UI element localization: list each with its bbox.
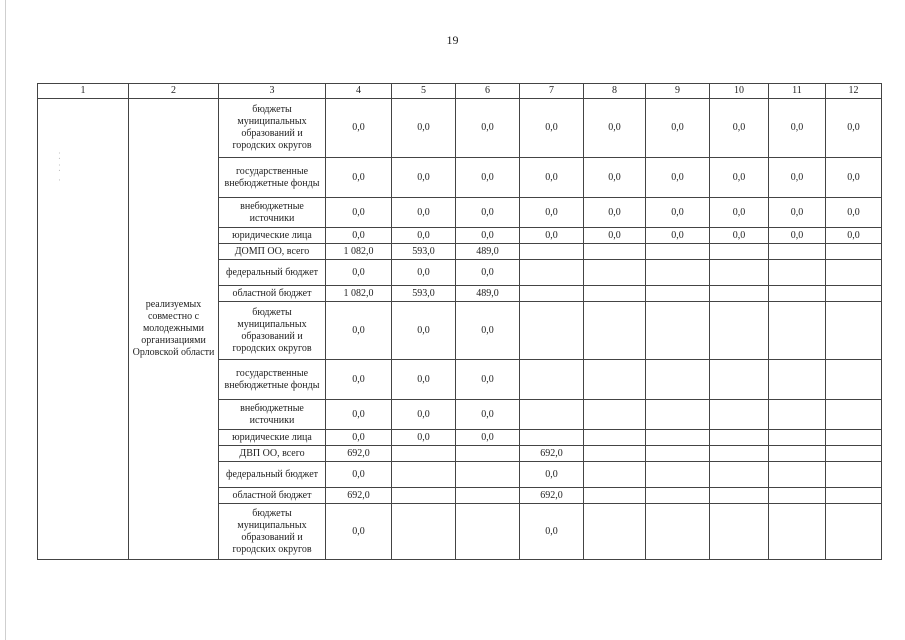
amount-cell xyxy=(710,446,769,462)
amount-cell: 0,0 xyxy=(826,198,882,228)
amount-cell xyxy=(584,302,646,360)
amount-cell: 0,0 xyxy=(392,302,456,360)
amount-cell: 0,0 xyxy=(456,198,520,228)
page-number: 19 xyxy=(446,33,459,47)
table-row xyxy=(38,99,882,158)
amount-cell xyxy=(520,430,584,446)
amount-cell xyxy=(710,244,769,260)
amount-cell xyxy=(826,400,882,430)
amount-cell xyxy=(710,360,769,400)
amount-cell xyxy=(584,260,646,286)
funding-source-label: бюджеты муниципальных образований и городских округов xyxy=(219,302,326,360)
amount-cell: 0,0 xyxy=(326,260,392,286)
amount-cell xyxy=(769,244,826,260)
amount-cell: 0,0 xyxy=(326,99,392,158)
amount-cell xyxy=(769,400,826,430)
amount-cell xyxy=(520,302,584,360)
budget-table xyxy=(37,83,882,560)
amount-cell: 0,0 xyxy=(769,158,826,198)
amount-cell xyxy=(646,244,710,260)
amount-cell: 0,0 xyxy=(826,158,882,198)
amount-cell xyxy=(826,244,882,260)
amount-cell: 1 082,0 xyxy=(326,286,392,302)
column-number-row xyxy=(38,84,882,99)
amount-cell xyxy=(584,360,646,400)
amount-cell xyxy=(826,488,882,504)
amount-cell: 0,0 xyxy=(520,462,584,488)
amount-cell: 0,0 xyxy=(520,158,584,198)
funding-source-label: государственные внебюджетные фонды xyxy=(219,158,326,198)
amount-cell xyxy=(769,462,826,488)
amount-cell: 593,0 xyxy=(392,286,456,302)
amount-cell xyxy=(584,400,646,430)
amount-cell xyxy=(769,302,826,360)
amount-cell xyxy=(584,244,646,260)
amount-cell xyxy=(646,504,710,560)
amount-cell xyxy=(710,302,769,360)
amount-cell xyxy=(710,430,769,446)
amount-cell: 0,0 xyxy=(456,260,520,286)
amount-cell xyxy=(646,446,710,462)
amount-cell xyxy=(710,400,769,430)
amount-cell: 0,0 xyxy=(646,158,710,198)
amount-cell: 489,0 xyxy=(456,286,520,302)
amount-cell xyxy=(646,260,710,286)
amount-cell: 0,0 xyxy=(826,99,882,158)
event-description: реализуемых совместно с молодежными организациями Орловской области xyxy=(129,99,219,560)
amount-cell xyxy=(646,302,710,360)
amount-cell: 0,0 xyxy=(392,99,456,158)
amount-cell: 0,0 xyxy=(326,302,392,360)
amount-cell xyxy=(646,360,710,400)
amount-cell: 0,0 xyxy=(710,198,769,228)
amount-cell xyxy=(584,462,646,488)
amount-cell: 692,0 xyxy=(326,446,392,462)
col-number: 12 xyxy=(826,84,882,99)
amount-cell: 0,0 xyxy=(520,504,584,560)
col-number: 5 xyxy=(392,84,456,99)
col-number: 10 xyxy=(710,84,769,99)
col-number: 7 xyxy=(520,84,584,99)
amount-cell xyxy=(520,400,584,430)
amount-cell: 0,0 xyxy=(520,228,584,244)
col-number: 4 xyxy=(326,84,392,99)
amount-cell xyxy=(769,488,826,504)
funding-source-label: внебюджетные источники xyxy=(219,400,326,430)
funding-source-label: федеральный бюджет xyxy=(219,260,326,286)
amount-cell xyxy=(826,360,882,400)
amount-cell: 0,0 xyxy=(392,400,456,430)
col-number: 11 xyxy=(769,84,826,99)
amount-cell: 0,0 xyxy=(456,430,520,446)
amount-cell xyxy=(646,400,710,430)
funding-source-label: ДОМП ОО, всего xyxy=(219,244,326,260)
funding-source-label: бюджеты муниципальных образований и городских округов xyxy=(219,99,326,158)
amount-cell: 0,0 xyxy=(456,228,520,244)
amount-cell xyxy=(584,286,646,302)
amount-cell: 0,0 xyxy=(826,228,882,244)
amount-cell: 1 082,0 xyxy=(326,244,392,260)
amount-cell: 0,0 xyxy=(456,400,520,430)
amount-cell xyxy=(826,260,882,286)
amount-cell xyxy=(826,504,882,560)
amount-cell: 593,0 xyxy=(392,244,456,260)
amount-cell: 0,0 xyxy=(392,430,456,446)
amount-cell: 0,0 xyxy=(769,228,826,244)
amount-cell: 0,0 xyxy=(326,228,392,244)
amount-cell xyxy=(520,260,584,286)
amount-cell: 0,0 xyxy=(456,360,520,400)
amount-cell xyxy=(710,488,769,504)
amount-cell: 0,0 xyxy=(326,198,392,228)
amount-cell: 0,0 xyxy=(326,430,392,446)
funding-source-label: государственные внебюджетные фонды xyxy=(219,360,326,400)
amount-cell: 0,0 xyxy=(584,228,646,244)
amount-cell xyxy=(520,360,584,400)
amount-cell: 0,0 xyxy=(646,99,710,158)
amount-cell xyxy=(584,430,646,446)
amount-cell: 0,0 xyxy=(646,198,710,228)
amount-cell: 0,0 xyxy=(584,158,646,198)
amount-cell xyxy=(646,462,710,488)
amount-cell: 0,0 xyxy=(326,504,392,560)
amount-cell xyxy=(710,504,769,560)
funding-source-label: юридические лица xyxy=(219,228,326,244)
amount-cell: 0,0 xyxy=(392,360,456,400)
amount-cell xyxy=(392,488,456,504)
scan-edge-line xyxy=(5,0,6,640)
col-number: 1 xyxy=(38,84,129,99)
funding-source-label: бюджеты муниципальных образований и городских округов xyxy=(219,504,326,560)
funding-source-label: областной бюджет xyxy=(219,286,326,302)
amount-cell xyxy=(584,488,646,504)
amount-cell xyxy=(456,488,520,504)
amount-cell xyxy=(710,260,769,286)
amount-cell: 0,0 xyxy=(392,228,456,244)
amount-cell xyxy=(520,286,584,302)
col-number: 3 xyxy=(219,84,326,99)
funding-source-label: внебюджетные источники xyxy=(219,198,326,228)
amount-cell xyxy=(769,286,826,302)
amount-cell: 0,0 xyxy=(456,158,520,198)
funding-source-label: областной бюджет xyxy=(219,488,326,504)
amount-cell xyxy=(826,302,882,360)
amount-cell: 0,0 xyxy=(769,198,826,228)
amount-cell: 0,0 xyxy=(392,158,456,198)
amount-cell: 0,0 xyxy=(456,99,520,158)
amount-cell: 489,0 xyxy=(456,244,520,260)
amount-cell xyxy=(584,446,646,462)
amount-cell: 0,0 xyxy=(392,260,456,286)
amount-cell xyxy=(710,462,769,488)
col-number: 2 xyxy=(129,84,219,99)
amount-cell xyxy=(710,286,769,302)
amount-cell xyxy=(456,504,520,560)
amount-cell: 0,0 xyxy=(710,99,769,158)
amount-cell: 0,0 xyxy=(326,462,392,488)
amount-cell: 0,0 xyxy=(326,400,392,430)
amount-cell xyxy=(826,430,882,446)
amount-cell xyxy=(392,504,456,560)
amount-cell xyxy=(826,446,882,462)
amount-cell: 0,0 xyxy=(710,158,769,198)
amount-cell xyxy=(826,462,882,488)
amount-cell: 0,0 xyxy=(710,228,769,244)
amount-cell xyxy=(520,244,584,260)
amount-cell xyxy=(769,360,826,400)
amount-cell xyxy=(392,446,456,462)
amount-cell xyxy=(646,488,710,504)
col-number: 9 xyxy=(646,84,710,99)
amount-cell xyxy=(769,260,826,286)
amount-cell: 692,0 xyxy=(520,446,584,462)
amount-cell: 0,0 xyxy=(584,198,646,228)
amount-cell: 0,0 xyxy=(326,360,392,400)
amount-cell: 0,0 xyxy=(646,228,710,244)
amount-cell: 0,0 xyxy=(456,302,520,360)
amount-cell xyxy=(769,504,826,560)
amount-cell: 0,0 xyxy=(326,158,392,198)
amount-cell xyxy=(646,286,710,302)
funding-source-label: ДВП ОО, всего xyxy=(219,446,326,462)
amount-cell xyxy=(769,430,826,446)
faint-scan-mark: ⁚ ⁚ · xyxy=(58,151,61,185)
row-group-cell xyxy=(38,99,129,560)
amount-cell: 0,0 xyxy=(584,99,646,158)
amount-cell xyxy=(456,446,520,462)
amount-cell xyxy=(646,430,710,446)
funding-source-label: юридические лица xyxy=(219,430,326,446)
funding-source-label: федеральный бюджет xyxy=(219,462,326,488)
amount-cell: 692,0 xyxy=(520,488,584,504)
col-number: 8 xyxy=(584,84,646,99)
amount-cell xyxy=(826,286,882,302)
amount-cell: 692,0 xyxy=(326,488,392,504)
amount-cell xyxy=(392,462,456,488)
amount-cell: 0,0 xyxy=(520,198,584,228)
amount-cell xyxy=(769,446,826,462)
col-number: 6 xyxy=(456,84,520,99)
amount-cell xyxy=(456,462,520,488)
amount-cell: 0,0 xyxy=(769,99,826,158)
amount-cell: 0,0 xyxy=(392,198,456,228)
amount-cell xyxy=(584,504,646,560)
amount-cell: 0,0 xyxy=(520,99,584,158)
